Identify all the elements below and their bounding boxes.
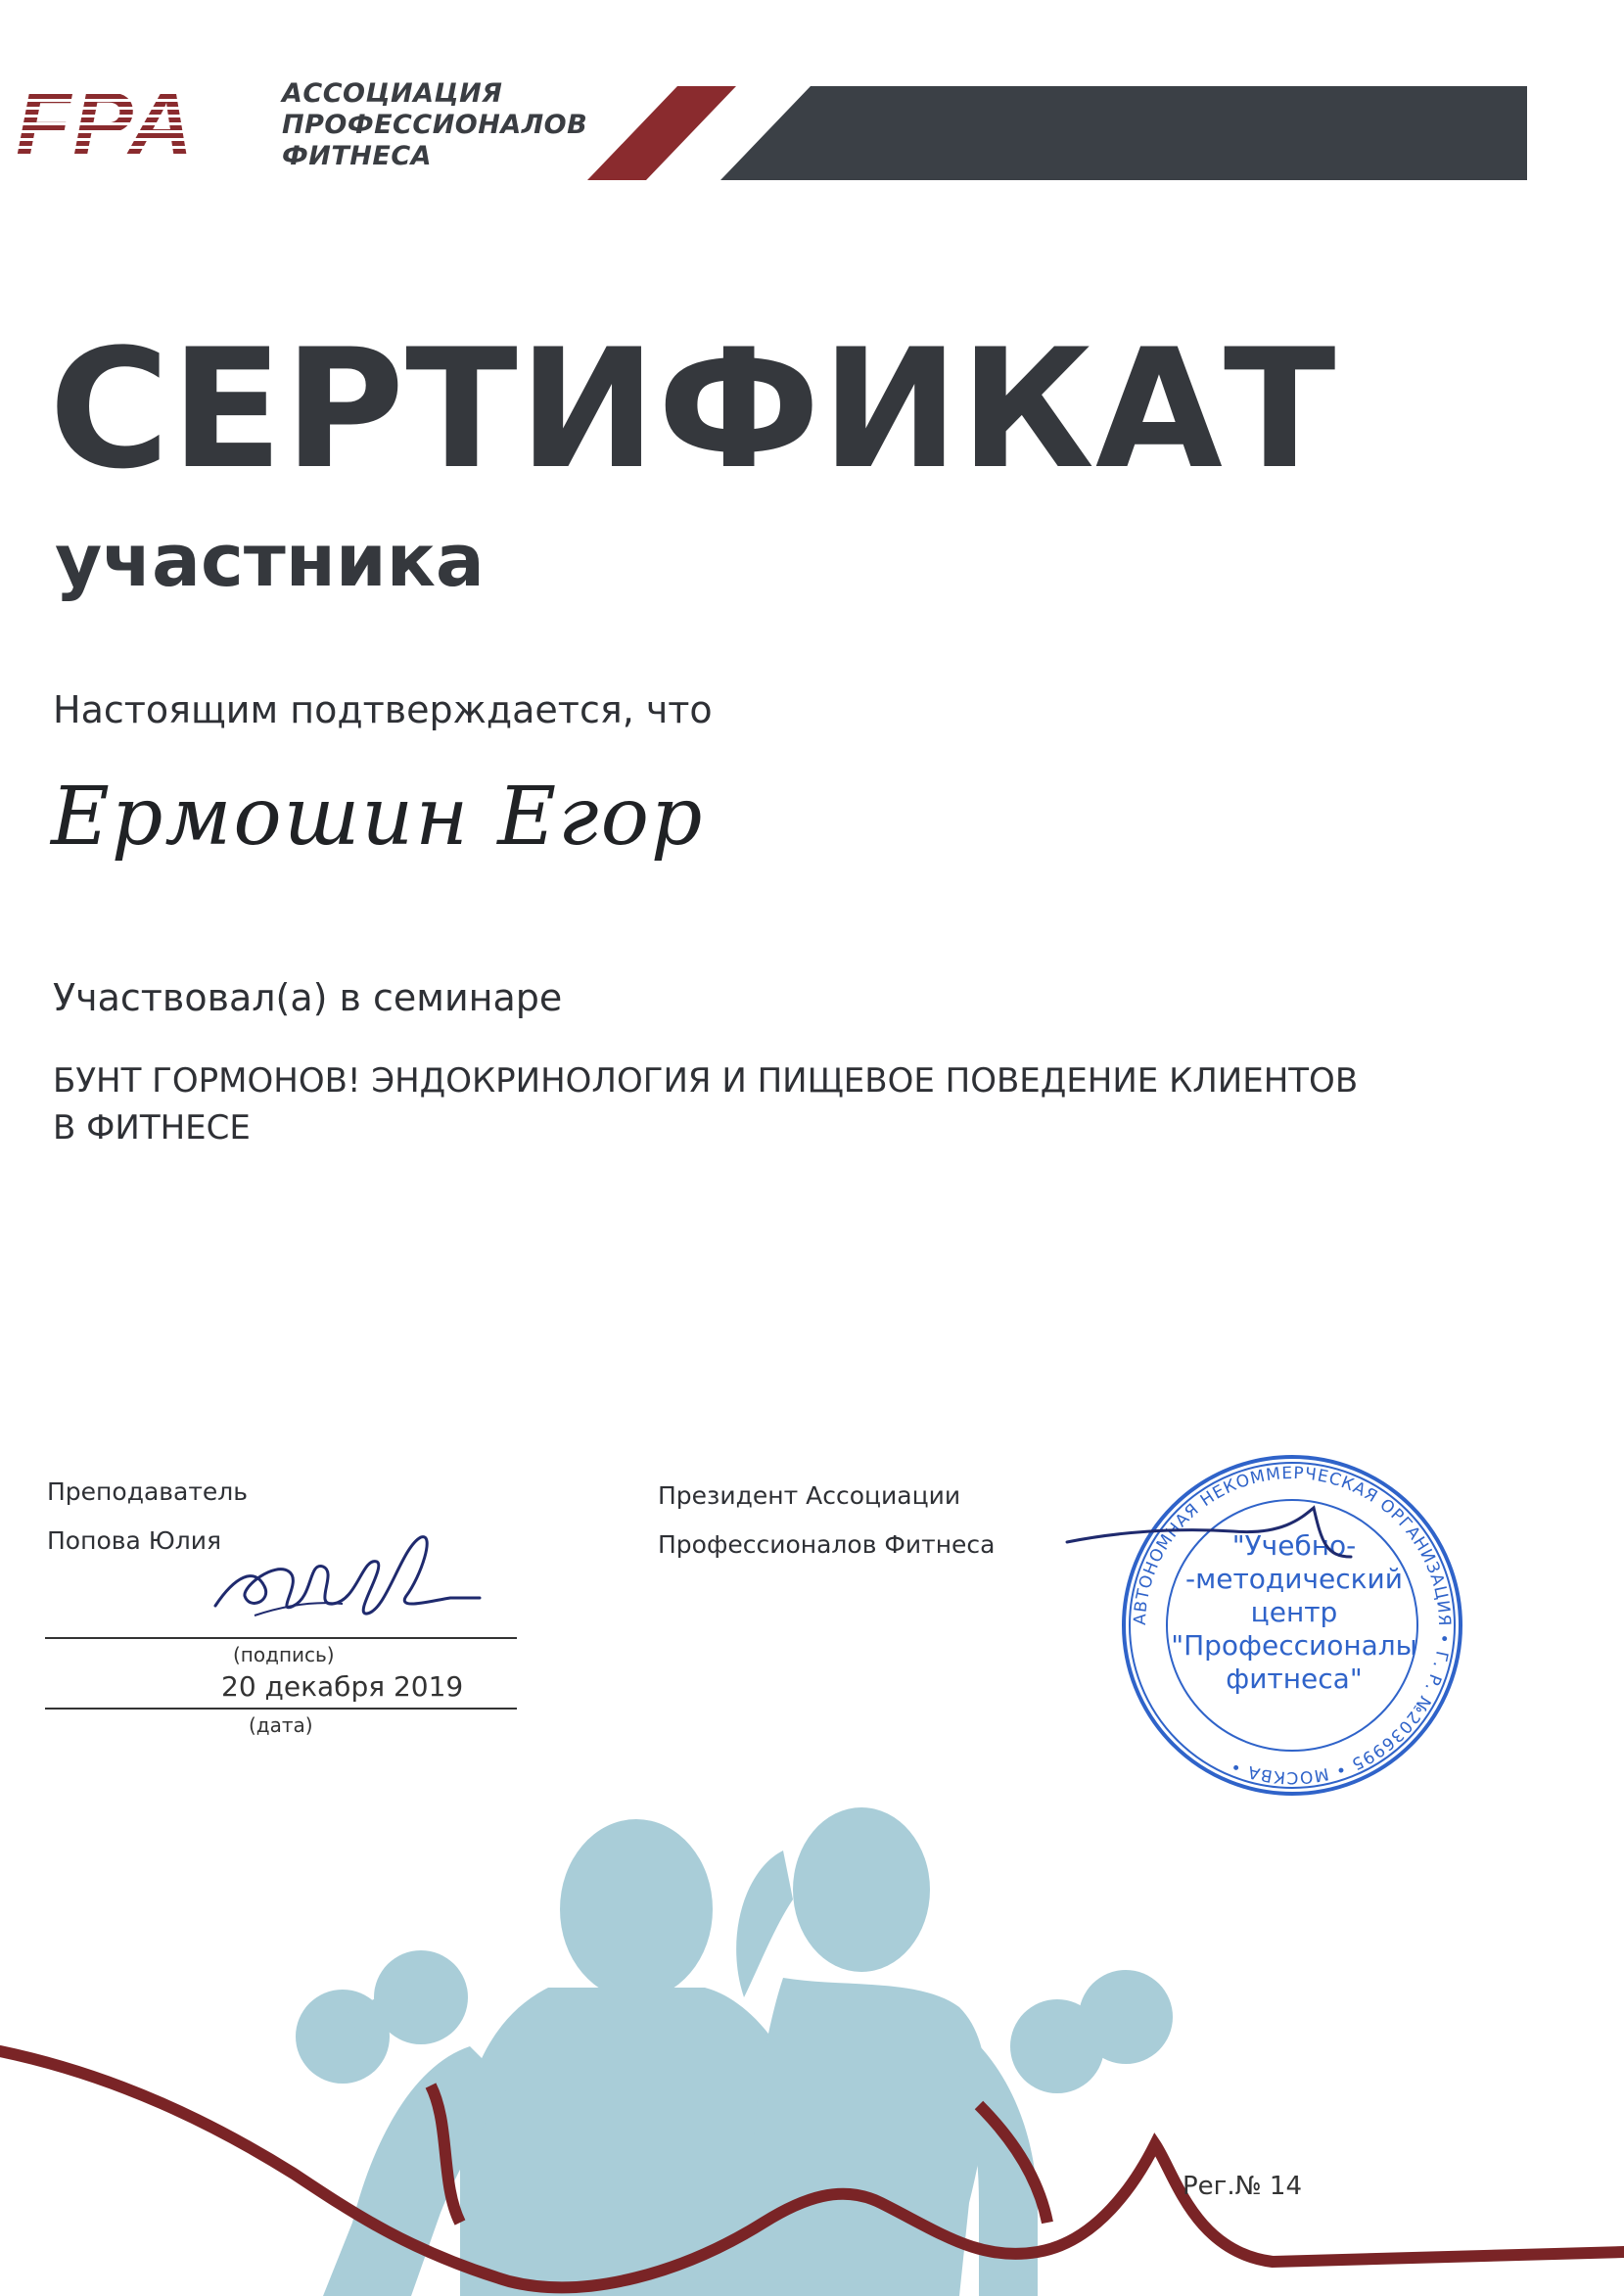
svg-text:-методический: -методический (1185, 1563, 1403, 1595)
svg-text:центр: центр (1250, 1596, 1338, 1628)
teacher-name: Попова Юлия (47, 1526, 221, 1555)
certificate-subtitle: участника (55, 519, 485, 603)
seminar-title-line-1: БУНТ ГОРМОНОВ! ЭНДОКРИНОЛОГИЯ И ПИЩЕВОЕ ПОВЕДЕНИЕ КЛИЕНТОВ (53, 1061, 1359, 1101)
fitness-figures-illustration (0, 1792, 1624, 2296)
date-value: 20 декабря 2019 (221, 1670, 464, 1703)
confirm-text: Настоящим подтверждается, что (53, 688, 713, 731)
signature-line (45, 1637, 517, 1639)
registration-number: Рег.№ 14 (1183, 2172, 1302, 2201)
certificate-title: СЕРТИФИКАТ (49, 313, 1337, 505)
svg-text:фитнеса": фитнеса" (1226, 1663, 1363, 1695)
teacher-label: Преподаватель (47, 1477, 249, 1506)
date-line (45, 1708, 517, 1710)
participant-name: Ермошин Егор (51, 771, 705, 864)
president-org: Профессионалов Фитнеса (658, 1530, 996, 1559)
org-name-line-3: ФИТНЕСА (282, 141, 433, 171)
participated-text: Участвовал(а) в семинаре (53, 976, 563, 1019)
fpa-logo (14, 78, 258, 176)
org-name-line-1: АССОЦИАЦИЯ (282, 78, 503, 109)
seminar-title-line-2: В ФИТНЕСЕ (53, 1108, 251, 1148)
date-caption: (дата) (249, 1713, 313, 1737)
president-label: Президент Ассоциации (658, 1481, 961, 1510)
svg-text:"Учебно-: "Учебно- (1231, 1529, 1357, 1562)
svg-text:АВТОНОМНАЯ НЕКОММЕРЧЕСКАЯ ОРГА: АВТОНОМНАЯ НЕКОММЕРЧЕСКАЯ ОРГАНИЗАЦИЯ • Г. Р. №2036995 • МОСКВА • (1130, 1463, 1455, 1788)
seminar-title (53, 1057, 1502, 1151)
header-bands (587, 86, 1527, 180)
svg-text:FPA: FPA (16, 78, 196, 174)
organization-stamp (1057, 1449, 1488, 1802)
signature-caption: (подпись) (233, 1643, 335, 1666)
org-name-line-2: ПРОФЕССИОНАЛОВ (282, 110, 588, 140)
svg-text:"Профессионалы: "Профессионалы (1171, 1629, 1417, 1662)
handwritten-signature (196, 1508, 489, 1645)
